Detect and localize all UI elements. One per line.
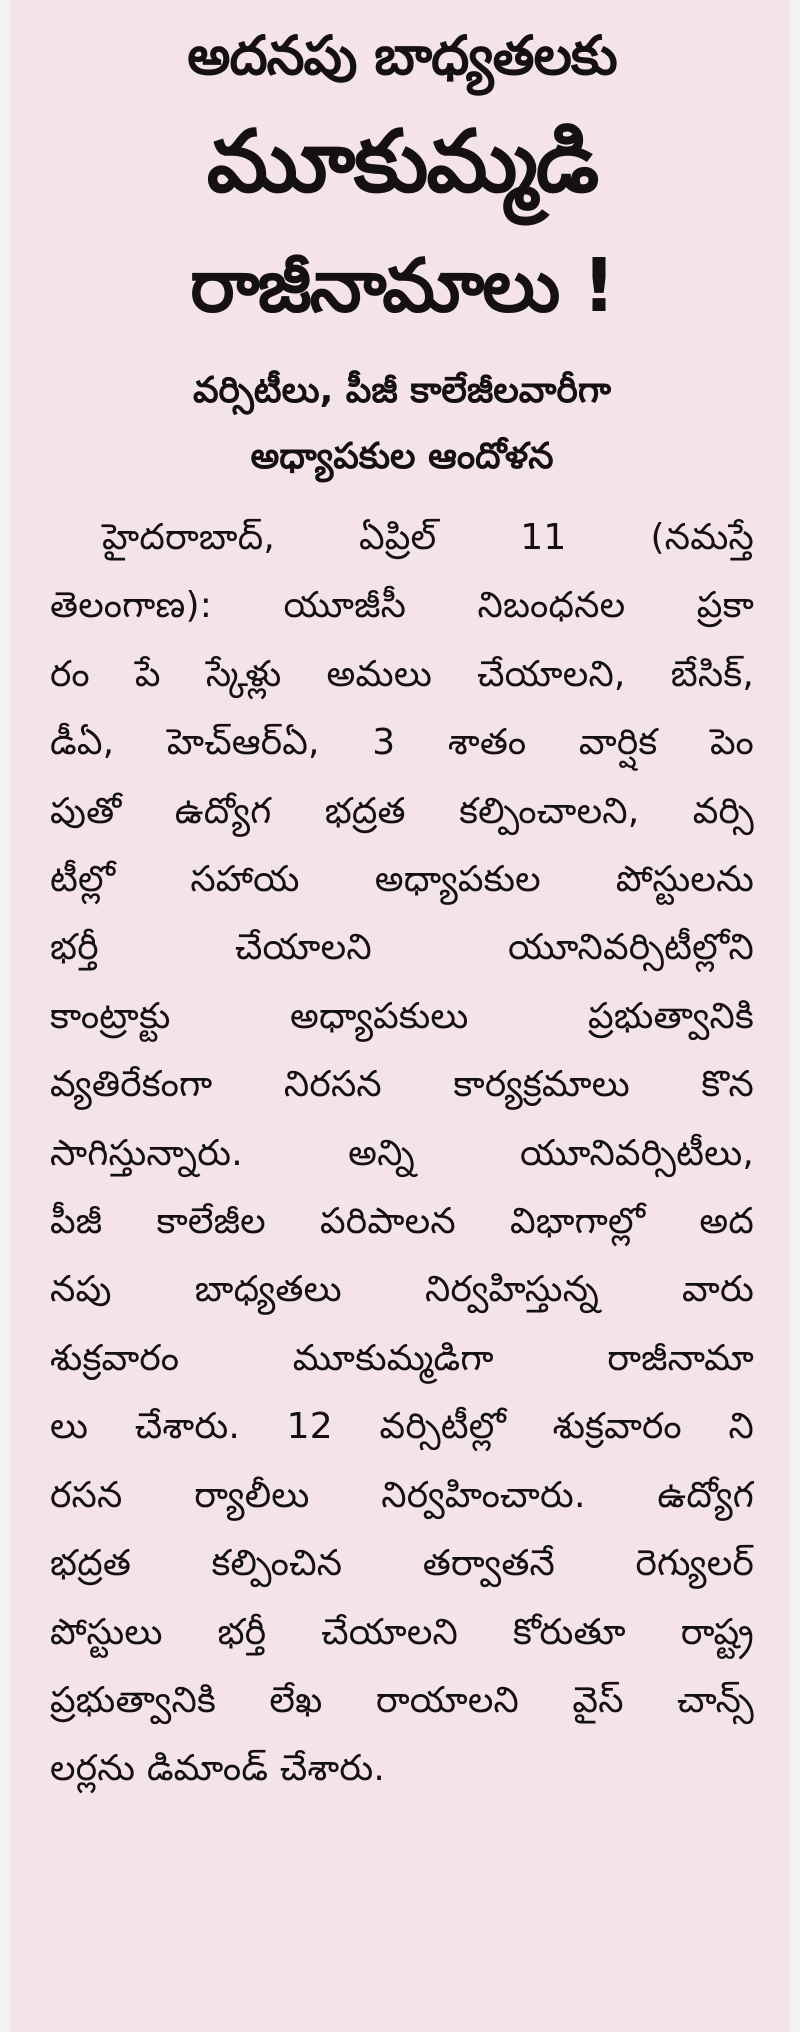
body-line: నపు బాధ్యతలు నిర్వహిస్తున్న వారు	[50, 1269, 754, 1311]
article-body	[50, 504, 754, 1804]
subheadline-line-2: అధ్యాపకుల ఆందోళన	[250, 436, 554, 477]
body-line: రసన ర్యాలీలు నిర్వహించారు. ఉద్యోగ	[50, 1474, 754, 1516]
body-line: రం పే స్కేళ్లు అమలు చేయాలని, బేసిక్,	[50, 653, 754, 695]
body-line: డీఏ, హెచ్ఆర్ఏ, 3 శాతం వార్షిక పెం	[50, 722, 754, 764]
left-page-margin	[0, 0, 10, 2032]
body-line: పుతో ఉద్యోగ భద్రత కల్పించాలని, వర్సి	[50, 790, 754, 832]
body-line: భర్తీ చేయాలని యూనివర్సిటీల్లోని	[50, 927, 754, 969]
body-line: తెలంగాణ): యూజీసీ నిబంధనల ప్రకా	[50, 585, 754, 627]
subheadline-line-1: వర్సిటీలు, పీజీ కాలేజీలవారీగా	[192, 370, 612, 411]
body-line: పోస్టులు భర్తీ చేయాలని కోరుతూ రాష్ట్ర	[50, 1611, 754, 1653]
body-line: లు చేశారు. 12 వర్సిటీల్లో శుక్రవారం ని	[50, 1406, 754, 1448]
body-line: హైదరాబాద్, ఏప్రిల్ 11 (నమస్తే	[102, 517, 754, 558]
body-line: లర్లను డిమాండ్ చేశారు.	[50, 1748, 386, 1790]
body-line: పీజీ కాలేజీల పరిపాలన విభాగాల్లో అద	[50, 1201, 754, 1243]
headline-line-2: మూకుమ్మడి	[206, 112, 598, 212]
headline-line-1: అదనపు బాధ్యతలకు	[187, 24, 617, 87]
body-line: టీల్లో సహాయ అధ్యాపకుల పోస్టులను	[50, 859, 754, 901]
subheadline	[50, 358, 754, 490]
body-line: సాగిస్తున్నారు. అన్ని యూనివర్సిటీలు,	[50, 1132, 754, 1174]
headline	[50, 0, 754, 348]
newspaper-clipping	[10, 0, 790, 2032]
body-line: వ్యతిరేకంగా నిరసన కార్యక్రమాలు కొన	[50, 1064, 754, 1106]
body-line: ప్రభుత్వానికి లేఖ రాయాలని వైస్ చాన్స్	[50, 1679, 754, 1721]
body-line: శుక్రవారం మూకుమ్మడిగా రాజీనామా	[50, 1337, 754, 1379]
headline-line-3: రాజీనామాలు !	[190, 243, 614, 329]
body-line: భద్రత కల్పించిన తర్వాతనే రెగ్యులర్	[50, 1543, 754, 1585]
right-page-margin	[790, 0, 800, 2032]
body-line: కాంట్రాక్టు అధ్యాపకులు ప్రభుత్వానికి	[50, 995, 754, 1037]
